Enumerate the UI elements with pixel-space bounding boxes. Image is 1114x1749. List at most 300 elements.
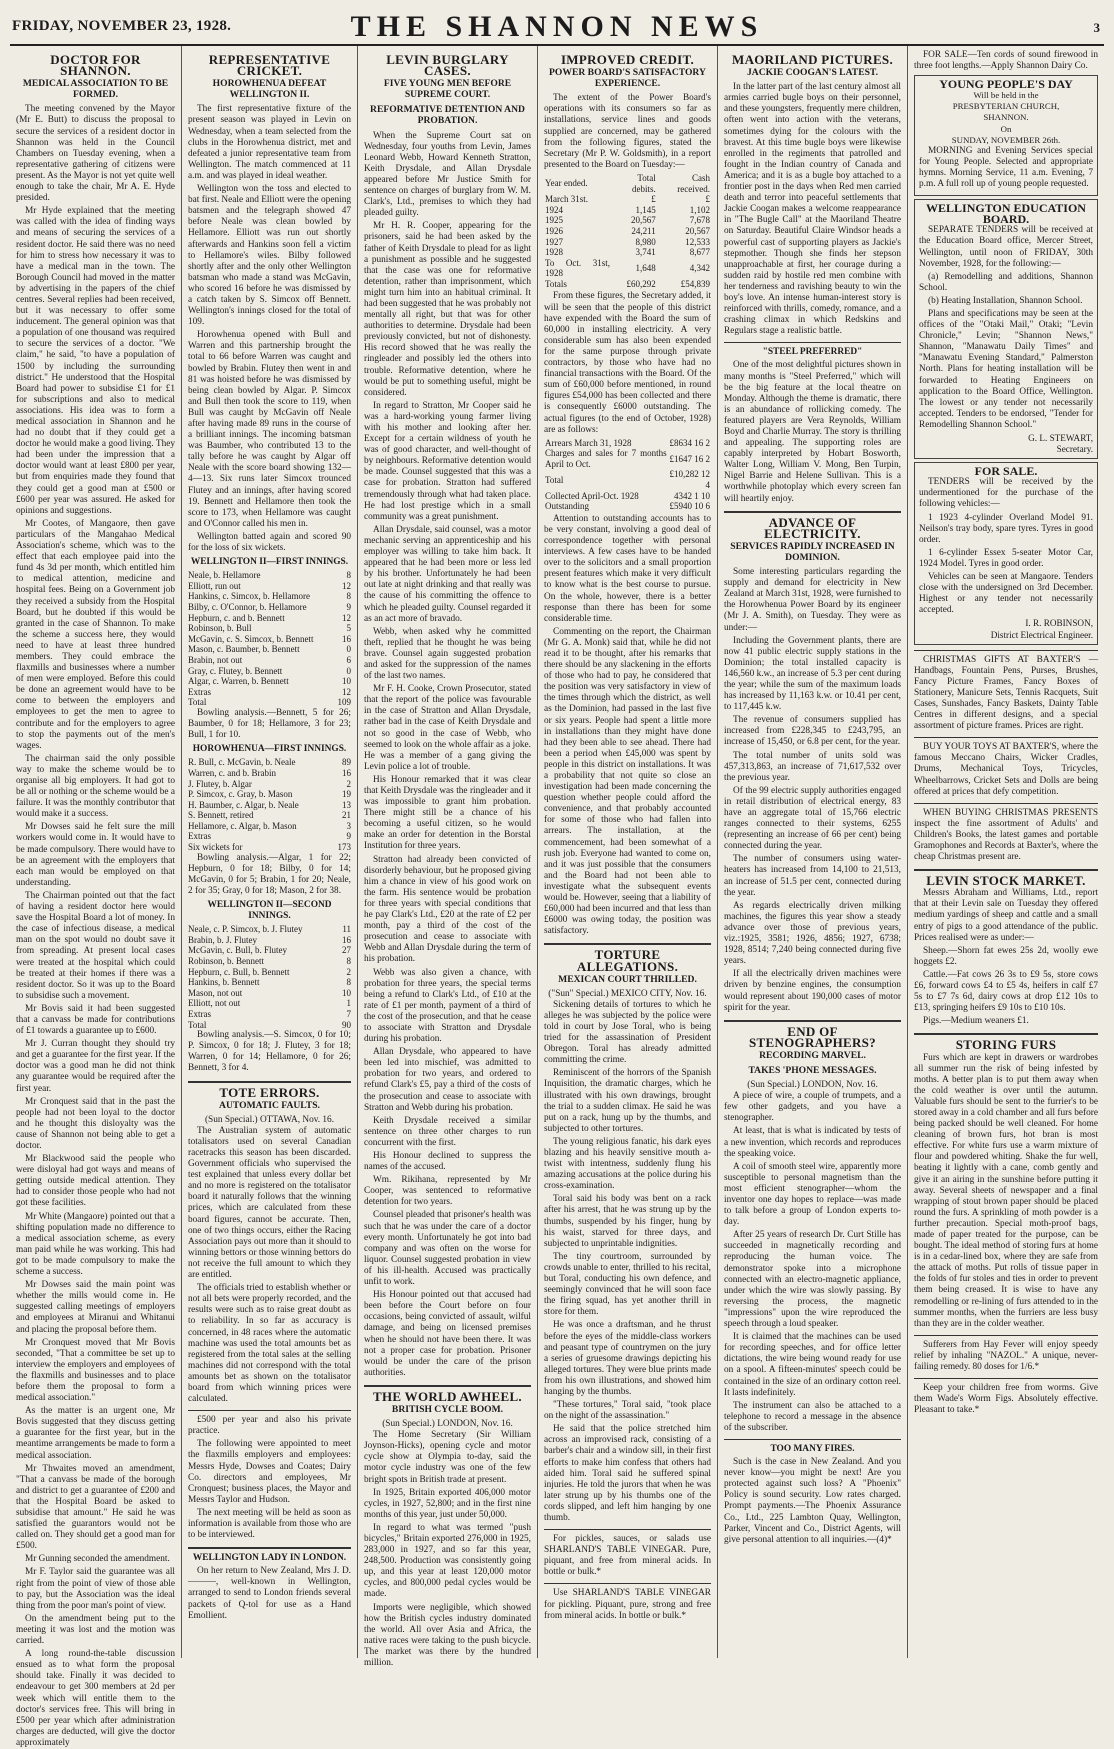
ad-education-board-body-2: Plans and specifications may be seen at the offices of the "Otaki Mail," Otaki; "Levin Chronicle," Levin; "Shannon News," Shannon, "Manawatu Daily Times" and "Manawatu Evening Standard," Palmerston North. Plans for heating installation will be forwarded to Heating Engineers on application to the Board Office, Wellington. The lowest or any tender not necessarily accepted. Tenders to be endorsed, "Tender for Remodelling Shannon School."	[919, 308, 1093, 430]
divider	[914, 803, 1098, 804]
paragraph: (b) Heating Installation, Shannon School.	[928, 295, 1083, 306]
paragraph: Allan Drysdale, said counsel, was a motor mechanic serving an apprenticeship and his employer was willing to take him back. It appeared that he had been more or less led by his brother. Unfortunately he had been out late at night drinking and that really was the cause of his committing the offence to which he pleaded guilty. Counsel regarded it as an act more of bravado.	[364, 524, 531, 624]
table-cell-value: £1647 16 2	[669, 453, 710, 464]
paragraph: Mr J. Curran thought they should try and get a guarantee for the first year. If the doctor was a good man he did not think any guarantee would be required after the first year.	[16, 1039, 175, 1094]
paragraph: His Honour pointed out that accused had been before the Court before on four occasions, being convicted of assault, wilful damage, and being on licensed premises when he should not have been there. It was not a proper case for probation. Prisoner would be under the care of the prison authorities.	[364, 1290, 531, 1378]
paragraph: Wellington batted again and scored 90 for the loss of six wickets.	[188, 531, 351, 554]
debits-table	[544, 173, 711, 290]
divider	[364, 1385, 531, 1387]
paragraph: His Honour declined to suppress the names of the accused.	[364, 1151, 531, 1173]
table-row	[188, 810, 351, 821]
article-cricket-body	[188, 104, 351, 554]
table-cell-label: Neale, c. P. Simcox, b. J. Flutey	[188, 924, 303, 935]
table-cell-label: McGavin, c. Bull, b. Flutey	[188, 945, 287, 956]
paragraph: The young religious fanatic, his dark eyes blazing and his heavily sensitive mouth a-twist with intentness, suddenly flung his amazing accusations at the police during his cross-examination.	[544, 1136, 711, 1192]
article-electricity-body	[724, 567, 901, 1014]
paragraph: Mr White (Mangaore) pointed out that a shifting population made no difference to a medical association scheme, as every man paid while he was working. This had got to be made compulsory to make the scheme a success.	[16, 1211, 175, 1278]
table-cell-label: Hepburn, c. and b. Bennett	[188, 612, 285, 623]
paragraph: Cattle.—Fat cows 26 3s to £9 5s, store cows £6, forward cows £4 to £5 4s, heifers in calf £7 5s to £7 7s 6d, dairy cows at drop £12 10s to £13, springing heifers £9 10s to £10 10s.	[914, 969, 1098, 1014]
article-credit-para2: From these figures, the Secretary added, it will be seen that the people of this district have expended with the Board the sum of 60,000 in installing electricity. A very considerable sum has also been expended for the same purpose through private contractors, by those who have had no financial transactions with the Board. Of the sum of £60,000 before mentioned, in round figures £54,000 has been collected and there is consequently £6000 outstanding. The actual figures (to the end of October, 1928) are as follows:	[544, 291, 711, 435]
table-cell-label: Gray, c. Flutey, b. Bennett	[188, 665, 283, 676]
column-3	[358, 46, 538, 1669]
paragraph: Sheep.—Shorn fat ewes 25s 2d, woolly ewe hoggets £2.	[914, 945, 1098, 967]
divider	[724, 511, 901, 513]
table-cell-value: 9	[346, 831, 351, 842]
table-row	[188, 842, 351, 853]
paragraph: Horowhenua opened with Bull and Warren and this partnership brought the total to 66 before Warren was caught and bowled by Brabin. Flutey then went in and 81 was hoisted before he was dismissed by being clean bowled by Algar. P. Simcox and Bull then took the score to 119, when Bull was caught by McGavin off Neale after having made 89 runs in the course of a brilliant innings. The incoming batsman was Baumber, who contributed 13 to the tally before he was caught by Algar off Neale with the score board showing 132—4—13. Six runs later Simcox trounced Flutey and an innings, after having scored 19. Bennett and Hellamore then took the score to 173, when Hellamore was caught and O'Connor called his men in.	[188, 330, 351, 529]
table-row	[188, 697, 351, 708]
debits-subhead: March 31st.	[545, 194, 588, 205]
paragraph: The tiny courtroom, surrounded by crowds unable to enter, thrilled to his recital, but Toral, conducting his own defence, and seemingly convinced that he will soon face the firing squad, has yet another thrill in store for them.	[544, 1251, 711, 1318]
bowling-analysis-2: Bowling analysis.—Algar, 1 for 22; Hepburn, 0 for 18; Bilby, 0 for 14; McGavin, 0 for 5; Brabin, 1 for 20; Neale, 2 for 35; Gray, 0 for 18; Mason, 2 for 38.	[188, 852, 351, 896]
ad-for-sale-items	[919, 513, 1093, 570]
paragraph: Mr Hyde explained that the meeting was called with the idea of finding ways and means of securing the services of a resident doctor. He said there was no need for him to stress how necessary it was to have a medical man in the town. The Borough Council had moved in the matter by advertising in the papers of the chief centres. Several replies had been received, but it was necessary to offer some inducement. The general opinion was that a population of one thousand was required to secure the services of a doctor. "We claim," he said, "to have a population of 1500 by including the surrounding district." He understood that the Hospital Board had power to subsidise £1 for £1 for subscriptions and also to medical associations. His idea was to form a medical association in Shannon and he had no doubt that if they could get a doctor he would make a good living. They had been under the impression that a doctor would want at least £800 per year, but from enquiries made they found that they could get a good man at £500 or £600 per year was assured. He asked for opinions and suggestions.	[16, 206, 175, 516]
table-cell-value: 2	[346, 966, 351, 977]
divider	[914, 1335, 1098, 1336]
paragraph: The following were appointed to meet the flaxmills employers and employees: Messrs Hyde, Dowses and Coates; Dairy Co. directors and employees, Mr Cronquest; business places, the Mayor and Messrs Taylor and Hudson.	[188, 1439, 351, 1505]
table-cell-value: 173	[337, 842, 351, 853]
debits-table-rows	[544, 205, 711, 290]
divider	[914, 1033, 1098, 1035]
table-row	[188, 613, 351, 624]
headline-credit: IMPROVED CREDIT.	[560, 52, 695, 67]
table-cell-label: Outstanding	[545, 501, 589, 512]
paragraph: At least, that is what is indicated by tests of a new invention, which records and reproduces the speaking voice.	[724, 1126, 901, 1159]
table-cell-value: £5940 10 6	[669, 501, 710, 512]
table-cell-value: 2	[346, 778, 351, 789]
headline-maoriland: MAORILAND PICTURES.	[732, 52, 893, 67]
table-cell-value: 8	[346, 570, 351, 581]
paragraph: His Honour remarked that it was clear that Keith Drysdale was the ringleader and it was impossible to grant him probation. There might still be a chance of his becoming a useful citizen, so he would make an order for detention in the Borstal Institution for three years.	[364, 774, 531, 852]
paragraph: Commenting on the report, the Chairman (Mr G. A. Monk) said that, while he did not read it to be thought, after his remarks that there should be any slackening in the efforts of those who had to pay, he considered that the position was very satisfactory in view of the times through which the district, as well as the Dominion, had passed in the last five or six years. People had spent a little more in installations than they might have done had they been able to see ahead. There had been a period when £45,000 was spent by people in this district on installations. It was a probability that not quite so close an investigation had been made concerning the question whether people could afford the convenience, and that probably accounted for some of those who had fallen into arrears. The installation, at the commencement, had been somewhat of a rush job. Everyone had wanted to come on, and it was just possible that the consumers and the Board had not been able to investigate what the subsequent events would be. However, seeing that a liability of £60,000 had been incurred and that less than £6000 was owing today, the position was satisfactory.	[544, 626, 711, 937]
ad-education-board-signature	[919, 433, 1093, 455]
headline-burglary: LEVIN BURGLARY CASES.	[386, 52, 509, 79]
debits-col-debits: Total debits.	[632, 172, 656, 194]
table-cell-label: Hellamore, c. Algar, b. Mason	[188, 820, 297, 831]
table-cell-value: 0	[346, 644, 351, 655]
table-row	[544, 215, 711, 226]
paragraph: Wellington won the toss and elected to bat first. Neale and Elliott were the opening batsmen and the telegraph showed 47 before Neale was clean bowled by Hellamore. Elliott was run out shortly afterwards and Hankins soon fell a victim to Hellamore's wiles. Bilby followed shortly after and the only other Wellington batsman who made a stand was McGavin, who scored 16 before he was dismissed by a catch taken by S. Simcox off Bennett. Wellington's innings closed for the total of 109.	[188, 184, 351, 328]
table-row	[188, 591, 351, 602]
table-row	[188, 676, 351, 687]
table-row	[188, 570, 351, 581]
table-cell-label: Elliott, not out	[188, 998, 241, 1009]
subhead-electricity: SERVICES RAPIDLY INCREASED IN DOMINION.	[730, 540, 895, 563]
scorecard-3	[188, 924, 351, 1030]
table-cell-value: 21	[342, 810, 351, 821]
table-row	[544, 237, 711, 248]
table-cell-label: Hepburn, c. Bull, b. Bennett	[188, 966, 290, 977]
paragraph: He said that the police stretched him across an improvised rack, consisting of a barber's chair and a window sill, in their first efforts to make him confess that others had aided him. Toral said he suffered spinal injuries. He told the jurors that when he was later strung up by his thumbs one of the cords slipped, and left him hanging by one thumb.	[544, 1424, 711, 1523]
table-row	[188, 623, 351, 634]
paragraph: As the matter is an urgent one, Mr Bovis suggested that they discuss getting a guarantee for the first year, but in the meantime arrangements be made to form a medical association.	[16, 1406, 176, 1461]
bowling-analysis-3: Bowling analysis.—S. Simcox, 0 for 10; P. Simcox, 0 for 18; J. Flutey, 3 for 18; Warren, 0 for 14; Hellamore, 0 for 26; Bennett, 3 for 4.	[188, 1030, 351, 1074]
ad-young-peoples-day-title: YOUNG PEOPLE'S DAY	[939, 77, 1073, 92]
article-stock-market-items	[914, 946, 1098, 1028]
table-cell-value: 13	[342, 799, 351, 810]
table-cell-value: 8	[346, 956, 351, 966]
subhead-doctor: MEDICAL ASSOCIATION TO BE FORMED.	[22, 78, 169, 101]
table-cell-label: S. Bennett, retired	[188, 810, 254, 821]
page-number: 3	[1093, 20, 1100, 35]
table-cell-label: Extras	[188, 686, 211, 697]
table-row	[544, 258, 711, 279]
paragraph: Mr F. Taylor said the guarantee was all right from the point of view of those able to pay, but the Association was the ideal thing from the poor man's point of view.	[16, 1567, 175, 1611]
table-cell-label: P. Simcox, c. Gray, b. Mason	[188, 789, 293, 800]
table-row	[544, 205, 711, 216]
ad-phoenix-assurance: Such is the case in New Zealand. And you never know—you might be next! Are you protected against such loss? A "Phoenix" Policy is sound security. Low rates charged. Prompt payments.—The Phoenix Assurance Co., Ltd., 225 Lambton Quay, Wellington, Parker, Vincent and Co., District Agents, will give personal attention to all inquiries.—(4)*	[724, 1457, 901, 1545]
paragraph: 1 1923 4-cylinder Overland Model 91. Neilson's tray body, spare tyres. Tyres in good order.	[919, 512, 1093, 545]
paragraph: When the Supreme Court sat on Wednesday, four youths from Levin, James Leonard Webb, Howard Kenneth Stratton, Keith Drysdale, and Allan Drysdale appeared before Mr Justice Smith for sentence on charges of burglary from W. M. Clark's, Ltd., premises to which they had pleaded guilty.	[364, 130, 531, 219]
article-burglary-body	[364, 131, 531, 1379]
paragraph: In 1925, Britain exported 406,000 motor cycles, in 1927, 52,800; and in the first nine months of this year, just under 50,000.	[364, 1487, 531, 1520]
dateline-tote: (Sun Special.) OTTAWA, Nov. 16.	[204, 1114, 335, 1125]
subhead-burglary-2: REFORMATIVE DETENTION AND PROBATION.	[370, 104, 525, 127]
table-row	[188, 634, 351, 645]
table-row	[188, 956, 351, 967]
issue-date: FRIDAY, NOVEMBER 23, 1928.	[12, 18, 232, 34]
paragraph: The first representative fixture of the present season was played in Levin on Wednesday, when a team selected from the clubs in the Horowhenua district, met and defeated a junior representative team from Wellington. The match commenced at 11 a.m. and was played in ideal weather.	[188, 104, 351, 181]
table-cell: 4,342	[689, 262, 710, 273]
divider	[544, 1583, 711, 1584]
table-row	[188, 1009, 351, 1020]
text-line: PRESBYTERIAN CHURCH,	[952, 101, 1060, 112]
paragraph: The Australian system of automatic totalisators used on several Canadian racetracks this season has been discarded. Government officials who supervised the test explained that unless every dollar bet and no more is registered on the totalisator board it naturally follows that the winning prices, which are calculated from these board figures, cannot be accurate. Then, one of two things occurs, either the Racing Association pays out more than it should to winning bettors or those winning bettors do not receive the full amount to which they are entitled.	[188, 1125, 351, 1281]
subhead-torture: MEXICAN COURT THRILLED.	[558, 973, 697, 985]
headline-steel-preferred: "STEEL PREFERRED"	[762, 347, 863, 358]
ad-sharland-vinegar-1: For pickles, sauces, or salads use SHARLAND'S TABLE VINEGAR. Pure, piquant, and free from mineral acids. In bottle or bulk.*	[544, 1534, 711, 1578]
table-cell: 1,648	[635, 262, 656, 273]
article-storing-furs-body: Furs which are kept in drawers or wardrobes all summer run the risk of being infested by moths. A better plan is to put them away when the cold weather is over until the autumn. Valuable furs should be sent to the furrier's to be stored away in a cold chamber and all furs before being packed should be well cleaned. For home cleaning of brown furs, hot bran is most effective. For white furs use a warm mixture of flour and powdered whiting. Shake the fur well, beating it lightly with a cane, comb gently and give it an airing in the sunshine before putting it away. Several sheets of newspaper and a final wrapping of stout brown paper should be placed round the furs. A sprinkling of moth powder is a further precaution. Special moth-proof bags, made of paper treated for the purpose, can be bought. The ideal method of storing furs at home is in a cedar-lined box, where they are safe from the attack of moths. Put rolls of tissue paper in the folds of fur stoles and ties in order to prevent them being creased. It is wise to have any remodelling or re-lining of furs attended to in the summer months, when the furriers are less busy than they are in the colder weather.	[914, 1052, 1098, 1329]
table-cell-label: Elliott, run out	[188, 580, 241, 591]
paragraph: The Home Secretary (Sir William Joynson-Hicks), opening cycle and motor cycle show at Olympia to-day, said the motor cycle industry was one of the few bright spots in British trade at present.	[364, 1430, 531, 1485]
paragraph: Reminiscent of the horrors of the Spanish Inquisition, the dramatic charges, which he illustrated with his own drawings, brought the trial to a sudden climax. He said he was put on a rack, hung up by the thumbs, and subjected to other tortures.	[544, 1068, 711, 1134]
article-world-awheel-body	[364, 1430, 531, 1669]
table-cell-value: 8	[346, 977, 351, 988]
paragraph: Of the 99 electric supply authorities engaged in retail distribution of electrical energy, 83 have an aggregate total of 15,766 electric ranges connected to their systems, 6255 (representing an increase of 66 per cent) being connected during the year.	[724, 785, 901, 852]
dateline-torture: ("Sun" Special.) MEXICO CITY, Nov. 16.	[548, 988, 707, 999]
scorecard-3-title: WELLINGTON II—SECOND INNINGS.	[207, 900, 332, 922]
headline-storing-furs: STORING FURS	[955, 1037, 1057, 1053]
paragraph: A piece of wire, a couple of trumpets, and a few other gadgets, and you have a stenographer.	[724, 1091, 901, 1124]
article-stenographers-body	[724, 1091, 901, 1434]
table-cell-value: £10,282 12 4	[669, 469, 710, 491]
divider	[188, 1410, 351, 1411]
dateline-stenographers: (Sun Special.) LONDON, Nov. 16.	[747, 1080, 878, 1091]
headline-stenographers: END OF STENOGRAPHERS?	[748, 1023, 876, 1050]
headline-tote: TOTE ERRORS.	[219, 1084, 320, 1100]
table-row	[188, 945, 351, 956]
paragraph: In the latter part of the last century almost all armies carried bugle boys on their personnel, and these youngsters, frequently mere children, often went into action with the veterans, sometimes dying for the colours with the bravest. At this time bugle boys were likewise enrolled in the regiments that patrolled and fought in the Indian country of Canada and America; and it is as a bugle boy attached to a frontier post in the days when Red men carried death and terror into peaceful settlements that Jackie Coogan makes a welcome reappearance in "The Bugle Call" at the Maoriland Theatre on Saturday. Beautiful Claire Windsor heads a powerful cast of supporting players as Jackie's stepmother. Though she finds her stepson unapproachable at first, her courage during a sudden raid by hostile red men combine with her tenderness and ravishing beauty to win the boy's love. An intense human-interest story is reinforced with thrills, comedy, romance, and a crashing climax in which Redskins and Regulars stage a realistic battle.	[724, 82, 901, 337]
divider	[914, 737, 1098, 738]
paragraph: Webb, when asked why he committed theft, replied that he thought he was being brave. Counsel again suggested probation and asked for the suppression of the names of the last two names.	[364, 626, 531, 682]
table-cell-label: Neale, b. Hellamore	[188, 570, 261, 581]
article-credit-body-2	[544, 514, 711, 938]
article-doctor-continued	[188, 1415, 351, 1541]
masthead	[10, 8, 1104, 46]
divider	[188, 1547, 351, 1549]
paragraph: The instrument can also be attached to a telephone to record a message in the absence of the subscriber.	[724, 1400, 901, 1433]
subhead-maoriland: JACKIE COOGAN'S LATEST.	[746, 67, 879, 79]
paragraph: A coil of smooth steel wire, apparently more susceptible to personal magnetism than the most efficient stenographer—whom the inventor one day hopes to replace—was made to talk before a group of London experts to-day.	[724, 1161, 901, 1228]
table-cell-value: 5	[346, 623, 351, 634]
paragraph: Mr F. H. Cooke, Crown Prosecutor, stated that the report of the police was favourable in the case of Stratton and Allan Drysdale, rather bad in the case of Keith Drysdale and not so good in the case of Webb, who seemed to look on the whole affair as a joke. He was a member of a gang giving the Levin police a lot of trouble.	[364, 684, 531, 772]
paragraph: He was once a draftsman, and he thrust before the eyes of the middle-class workers and peasant type of countrymen on the jury a series of gruesome drawings depicting his alleged tortures. They were blue prints made from his own illustrations, and showed him hanging by the thumbs.	[544, 1320, 711, 1397]
table-cell-value: 27	[342, 945, 351, 956]
table-cell-label: Six wickets for	[188, 842, 243, 853]
paragraph: The next meeting will be held as soon as information is available from those who are to be interviewed.	[188, 1507, 351, 1541]
paragraph: The total number of units sold was 457,313,863, an increase of 71,617,532 over the previous year.	[724, 750, 901, 783]
column-5	[718, 46, 908, 1658]
table-cell: 1928	[545, 247, 563, 258]
ad-wade-worm-figs: Keep your children free from worms. Give them Wade's Worm Figs. Absolutely effective. Pleasant to take.*	[914, 1383, 1098, 1416]
table-cell: 1927	[545, 236, 563, 247]
paragraph: As regards electrically driven milking machines, the figures this year show a steady advance over those of previous years, viz.:1925, 3581; 1926, 4856; 1927, 6738; 1928, 8514; 7,240 being connected during five years.	[724, 900, 901, 967]
scorecard-2	[188, 757, 351, 852]
subhead-cricket: HOROWHENUA DEFEAT WELLINGTON II.	[212, 78, 327, 101]
column-1	[10, 46, 182, 1748]
paragraph: Stratton had already been convicted of disorderly behaviour, but he proposed giving him a chance in view of his good work on the farm. His sentence would be probation for three years with special conditions that he pay Clark's Ltd., £20 at the rate of £2 per month, pay a third of the cost of the prosecution and cease to associate with Webb and Allan Drysdale during the term of his probation.	[364, 854, 531, 965]
table-cell-label: Charges and sales for 7 months April to Oct.	[545, 448, 667, 469]
table-cell-value: 16	[342, 767, 351, 778]
table-cell-label: Extras	[188, 831, 211, 842]
debits-col-year: Year ended.	[545, 178, 588, 189]
table-cell-label: Hankins, c. Simcox, b. Hellamore	[188, 591, 310, 602]
newspaper-title: THE SHANNON NEWS	[350, 10, 764, 43]
paragraph: Mr Cootes, of Mangaore, then gave particulars of the Mangahao Medical Association's scheme, which was to the effect that each employee paid into the fund 4s 3d per month, which entitled him to medical attention, medicine and hospital fees. Being on a Government job they received a subsidy from the Hospital Board, but he doubted if this would be granted in the case of Shannon. To make the scheme a success here, they would need to have at least three hundred members. They could embrace the flaxmills and businesses where a number of men were employed. Before this could be done an agreement would have to be come to between the employers and employees to get the men to agree to contribute and for the employers to agree to stop the payments out of the men's wages.	[16, 518, 175, 751]
article-credit-body	[544, 93, 711, 171]
debits-col-cash: Cash received.	[677, 172, 710, 194]
divider	[544, 1529, 711, 1530]
table-cell-value: 4342 1 10	[674, 490, 710, 501]
table-row	[188, 998, 351, 1009]
paragraph: £500 per year and also his private practice.	[188, 1415, 351, 1437]
table-cell: 1926	[545, 225, 563, 236]
table-cell-label: R. Bull, c. McGavin, b. Neale	[188, 757, 296, 768]
paragraph: If all the electrically driven machines were driven by benzine engines, the consumption would represent about 190,000 cases of motor spirit for the year.	[724, 969, 901, 1013]
article-tote-body	[188, 1126, 351, 1405]
table-cell: To Oct. 31st, 1928	[545, 257, 610, 279]
scorecard-2-title: HOROWHENUA—FIRST INNINGS.	[192, 744, 347, 755]
table-cell: 1924	[545, 204, 563, 215]
table-row	[544, 438, 711, 449]
paragraph: Mr Dowses said he felt sure the mill workers would come in. It would have to be made compulsory. There would have to be an agreement with the employers that each man would be employed on that understanding.	[16, 822, 175, 888]
table-row	[188, 800, 351, 811]
paragraph: The extent of the Power Board's operations with its consumers so far as installations, service lines and goods supplied are concerned, may be gathered from the following figures, stated the Secretary (Mr P. W. Goldsmith), in a report presented to the Board on Tuesday:—	[544, 93, 711, 170]
table-row	[188, 757, 351, 768]
table-cell: £54,839	[680, 278, 710, 289]
scorecard-1-title: WELLINGTON II—FIRST INNINGS.	[190, 557, 349, 568]
table-row	[188, 988, 351, 999]
paragraph: In regard to what was termed "push bicycles," Britain exported 276,000 in 1925, 283,000 in 1927, and so far this year, 248,500. Production was consistently going up, and this year at least 120,000 motor cycles, and 800,000 pedal cycles would be made.	[364, 1522, 531, 1600]
column-2	[182, 46, 358, 1658]
table-row	[188, 687, 351, 698]
table-row	[188, 924, 351, 935]
headline-electricity: ADVANCE OF ELECTRICITY.	[764, 514, 861, 541]
table-row	[188, 935, 351, 946]
table-cell-value: 109	[337, 697, 351, 708]
bowling-analysis-1: Bowling analysis.—Bennett, 5 for 26; Baumber, 0 for 18; Hellamore, 3 for 23; Bull, 1 for 10.	[188, 707, 351, 741]
headline-torture: TORTURE ALLEGATIONS.	[576, 947, 679, 974]
table-cell-label: Bilby, c. O'Connor, b. Hellamore	[188, 602, 307, 612]
article-doctor-body	[16, 104, 175, 1749]
paragraph: A long round-the-table discussion ensued as to what form the proposal should take. Finally it was decided to endeavour to get 300 members at 2d per week which will entitle them to the doctor's services free. This will bring in £500 per year which after administration charges are deducted, will give the doctor approximately	[16, 1649, 175, 1748]
table-cell-label: Brabin, not out	[188, 654, 243, 665]
table-cell-label: Warren, c. and b. Brabin	[188, 767, 276, 778]
table-cell-value: 12	[342, 580, 351, 591]
table-row	[188, 831, 351, 842]
ad-for-sale-body: TENDERS will be received by the undermentioned for the purchase of the following vehicles:—	[919, 477, 1093, 510]
paragraph: On the amendment being put to the meeting it was lost and the motion was carried.	[16, 1613, 175, 1647]
table-cell-label: Algar, c. Warren, b. Bennett	[188, 676, 289, 687]
text-line: Secretary.	[1056, 444, 1093, 455]
article-torture-body	[544, 1000, 711, 1524]
ad-for-sale-signature	[919, 618, 1093, 640]
paragraph: After 25 years of research Dr. Curt Stille has succeeded in magnetically recording and reproducing the human voice. The demonstrator spoke into a microphone connected with an electro-magnetic appliance, under which the wire was slowly passing. By reversing the process, the magnetic "impressions" upon the wire reproduced the speech through a loud speaker.	[724, 1230, 901, 1330]
ad-for-sale-body-2: Vehicles can be seen at Mangaore. Tenders close with the undersigned on 3rd December. Highest or any tender not necessarily accepted.	[919, 572, 1093, 616]
column-4	[538, 46, 718, 1658]
ad-nazol: Sufferers from Hay Fever will enjoy speedy relief by inhaling "NAZOL." A unique, never-failing remedy. 80 doses for 1/6.*	[914, 1339, 1098, 1373]
table-cell-label: Brabin, b. J. Flutey	[188, 934, 257, 945]
debits-table-header	[544, 173, 711, 194]
table-cell-value: 0	[346, 665, 351, 676]
paragraph: Sickening details of tortures to which he alleges he was subjected by the police were told in court by Jose Toral, who is being tried for the assassination of President Obregon. Toral has already admitted committing the crime.	[544, 999, 711, 1066]
paragraph: Mr Bovis said it had been suggested that a canvass be made for contributions of £1 towards a guarantee up to £600.	[16, 1003, 175, 1037]
table-cell-value: 19	[342, 789, 351, 800]
headline-world-awheel: THE WORLD AWHEEL.	[373, 1388, 522, 1404]
paragraph: Webb was also given a chance, with probation for three years, the special terms being a refund to Clark's Ltd., of £10 at the rate of £1 per month, payment of a third of the cost of the prosecution, and that he cease to associate with Stratton and Drysdale during his probation.	[364, 967, 531, 1045]
table-row	[188, 1020, 351, 1031]
paragraph: Mr Blackwood said the people who were disloyal had got ways and means of getting outside medical attention. They had to consider those people who had not got these facilities.	[16, 1154, 175, 1209]
table-cell-value: 10	[342, 676, 351, 687]
debits-table-units	[544, 194, 711, 205]
ad-education-board	[914, 199, 1098, 459]
debits-unit: £	[651, 194, 656, 205]
table-cell: 1,145	[635, 204, 656, 215]
table-row	[188, 789, 351, 800]
table-cell-value: 16	[342, 934, 351, 945]
ad-education-board-title: WELLINGTON EDUCATION BOARD.	[926, 201, 1086, 227]
paragraph: Mr Cronquest moved that Mr Bovis seconded, "That a committee be set up to interview the employers and employees of the flaxmills and businesses and to place before them the proposal to form a medical association."	[16, 1337, 175, 1404]
table-row	[544, 247, 711, 258]
table-cell-value: 10	[342, 987, 351, 998]
scorecard-1	[188, 570, 351, 708]
paragraph: The officials tried to establish whether or not all bets were properly recorded, and the results were such as to raise great doubt as to reliability. In so far as accuracy is concerned, in 48 races where the automatic machine was used the total amounts bet as registered from the total sales at the selling machines did not correspond with the total amounts bet as shown on the totalisator board from which winning prices were calculated.	[188, 1283, 351, 1405]
ad-baxter-toys: BUY YOUR TOYS AT BAXTER'S, where the famous Meccano Chairs, Wicker Cradles, Drums, Mechanical Toys, Tricycles, Wheelbarrows, Cricket Sets and Dolls are being offered at prices that defy competition.	[914, 742, 1098, 797]
text-line: On	[1000, 123, 1012, 134]
divider	[544, 943, 711, 945]
article-steel-preferred: One of the most delightful pictures shown in many months is "Steel Preferred," which will be the big feature at the local theatre on Monday. Although the theme is dramatic, there is an abundance of rollicking comedy. The featured players are Vera Reynolds, William Boyd and Charlie Murray. The story is thrilling and appealing. The supporting roles are capably interpreted by Hobart Bosworth, Walter Long, William V. Mong, Ben Turpin, Nigel Barrie and Helene Sullivan. This is a worthwhile photoplay which every screen fan will heartily enjoy.	[724, 360, 901, 504]
table-cell-label: H. Baumber, c. Algar, b. Neale	[188, 799, 299, 810]
text-line: Will be held in the	[973, 90, 1039, 101]
divider	[724, 1020, 901, 1022]
table-cell-label: McGavin, c. S. Simcox, b. Bennett	[188, 633, 314, 644]
table-cell-label: Collected April-Oct. 1928	[545, 490, 639, 501]
paragraph: In regard to Stratton, Mr Cooper said he was a hard-working young farmer living with his mother and looking after her. Except for a certain wildness of youth he was of good character, and well-thought of by neighbours. Reformative detention would be made. Counsel suggested that this was a case for probation. Stratton had suffered tremendously through what had taken place. He had lost prestige which in a small community was a great punishment.	[364, 400, 531, 522]
subhead-tote: AUTOMATIC FAULTS.	[219, 1099, 320, 1111]
paragraph: "These tortures," Toral said, "took place on the night of the assassination."	[544, 1400, 711, 1422]
table-cell-value: 90	[342, 1019, 351, 1030]
table-row	[544, 501, 711, 512]
table-cell-label: Robinson, b. Bull	[188, 623, 252, 634]
divider	[188, 1081, 351, 1083]
table-row	[188, 821, 351, 832]
paragraph: Keith Drysdale received a similar sentence on three other charges to run concurrent with the first.	[364, 1115, 531, 1148]
table-cell-value: 16	[342, 633, 351, 644]
divider	[914, 869, 1098, 871]
table-row	[188, 602, 351, 613]
headline-doctor: DOCTOR FOR SHANNON.	[50, 52, 141, 79]
paragraph: Mr Gunning seconded the amendment.	[25, 1554, 170, 1565]
text-line: District Electrical Engineer.	[990, 629, 1093, 640]
table-row	[188, 977, 351, 988]
ad-for-sale-title: FOR SALE.	[974, 464, 1038, 479]
subhead-burglary: FIVE YOUNG MEN BEFORE SUPREME COURT.	[383, 78, 512, 101]
divider	[724, 342, 901, 343]
text-line: G. L. STEWART,	[1028, 433, 1093, 443]
table-cell-label: Mason, c. Baumber, b. Bennett	[188, 644, 300, 655]
table-cell: £60,292	[626, 278, 656, 289]
subhead-stenographers: RECORDING MARVEL.	[759, 1049, 866, 1061]
paragraph: Mr Thwaites moved an amendment, "That a canvass be made of the borough and district to get a guarantee of £200 and that the Hospital Board be asked to subsidise that amount." He said he was satisfied the guarantors would not be called on. They should get a good man for £500.	[16, 1463, 175, 1552]
table-cell-value: 8	[346, 591, 351, 602]
paragraph: Allan Drysdale, who appeared to have been led into mischief, was admitted to probation for two years, and ordered to refund Clark's £5, pay a third of the costs of the prosecution and cease to associate with Stratton and Webb during his probation.	[364, 1047, 531, 1113]
paragraph: Attention to outstanding accounts has to be very constant, involving a good deal of correspondence together with personal interviews. A few cases have to be handed over to the solicitors and a small proportion present features which make it very difficult to know what is the best course to pursue. On the whole, however, there is a better response than there has been for some considerable time.	[544, 513, 711, 624]
ad-young-peoples-day-lines	[919, 90, 1093, 145]
divider	[914, 650, 1098, 651]
headline-stock-market: LEVIN STOCK MARKET.	[926, 873, 1086, 889]
table-row	[544, 226, 711, 237]
table-cell-value: 11	[342, 924, 351, 935]
table-cell-label: Mason, not out	[188, 987, 243, 998]
table-cell-label: J. Flutey, b. Algar	[188, 778, 252, 789]
paragraph: 1 6-cylinder Essex 5-seater Motor Car, 1924 Model. Tyres in good order.	[919, 547, 1093, 569]
table-row	[188, 768, 351, 779]
paragraph: Wm. Rikihana, represented by Mr Cooper, was sentenced to reformative detention for two years.	[364, 1175, 531, 1208]
text-line: I. R. ROBINSON,	[1025, 618, 1093, 629]
paragraph: The revenue of consumers supplied has increased from £228,345 to £243,795, an increase of 15,450, or 6.8 per cent, for the year.	[724, 715, 901, 748]
table-cell: 20,567	[685, 225, 710, 236]
table-cell-label: Total	[188, 697, 207, 708]
text-line: SHANNON.	[983, 112, 1029, 123]
columns	[10, 46, 1104, 1748]
paragraph: It is claimed that the machines can be used for recording speeches, and for office letter dictations, the wire being wound ready for use on a spool. A fifteen-minutes' speech could be contained in the size of an ordinary cotton reel. It lasts indefinitely.	[724, 1332, 901, 1398]
subhead-credit: POWER BOARD'S SATISFACTORY EXPERIENCE.	[549, 67, 706, 90]
ad-sharland-vinegar-2: Use SHARLAND'S TABLE VINEGAR for pickling. Piquant, pure, strong and free from mineral acids. In bottle or bulk.*	[544, 1588, 711, 1621]
ad-young-peoples-day	[914, 75, 1098, 196]
paragraph: Some interesting particulars regarding the supply and demand for electricity in New Zealand at March 31st, 1928, were furnished to the Horowhenua Power Board by its engineer (Mr J. A. Smith), on Tuesday. They were as under:—	[724, 567, 901, 633]
text-line: SUNDAY, NOVEMBER 26th.	[951, 134, 1061, 145]
table-row	[188, 779, 351, 790]
table-cell-label: Total	[188, 1019, 207, 1030]
table-cell: 3,741	[635, 247, 656, 258]
table-row	[188, 967, 351, 978]
paragraph: The Chairman pointed out that the fact of having a resident doctor here would save the Hospital Board a lot of money. In the case of infectious disease, a medical man on the spot would no doubt save it from spreading. At present local cases were treated at the hospital which could be treated at their homes if there was a resident doctor. So it was up to the Board to subsidise such a movement.	[16, 890, 175, 1001]
table-row	[544, 279, 711, 290]
table-cell-label: Hankins, b. Bennett	[188, 977, 260, 988]
ad-education-board-body: SEPARATE TENDERS will be received at the Education Board office, Mercer Street, Wellington, until noon of FRIDAY, 30th November, 1928, for the following:—	[919, 225, 1093, 269]
table-cell: 8,980	[635, 236, 656, 247]
table-cell-value: 6	[346, 654, 351, 665]
paragraph: Mr H. R. Cooper, appearing for the prisoners, said he had been asked by the father of Keith Drysdale to plead for as light a punishment as possible and he suggested that the case was one for reformative detention, rather than imprisonment, which might turn him into an habitual criminal. It had been suggested that he was probably not mentally all right, but that was for other authorities to determine. Drysdale had been previously convicted, but not of dishonesty. His record showed that he was really the ringleader and possibly led the others into trouble. Reformative detention, where he would be put to something useful, might be considered.	[364, 221, 531, 398]
ad-education-board-items	[919, 272, 1093, 307]
table-row	[544, 448, 711, 469]
table-row	[544, 491, 711, 502]
paragraph: The chairman said the only possible way to make the scheme would be to organise all big employers. It had got to be all or nothing or the scheme would be a failure. It was the monthly contributor that would make it a success.	[16, 753, 175, 820]
article-wellington-lady: On her return to New Zealand, Mrs J. D. ———, well-known in Wellington, arranged to send to London friends several packets of Q-tol for use as a Hand Emollient.	[188, 1566, 351, 1621]
cash-unit: £	[705, 194, 710, 205]
table-cell-value: 12	[342, 686, 351, 697]
